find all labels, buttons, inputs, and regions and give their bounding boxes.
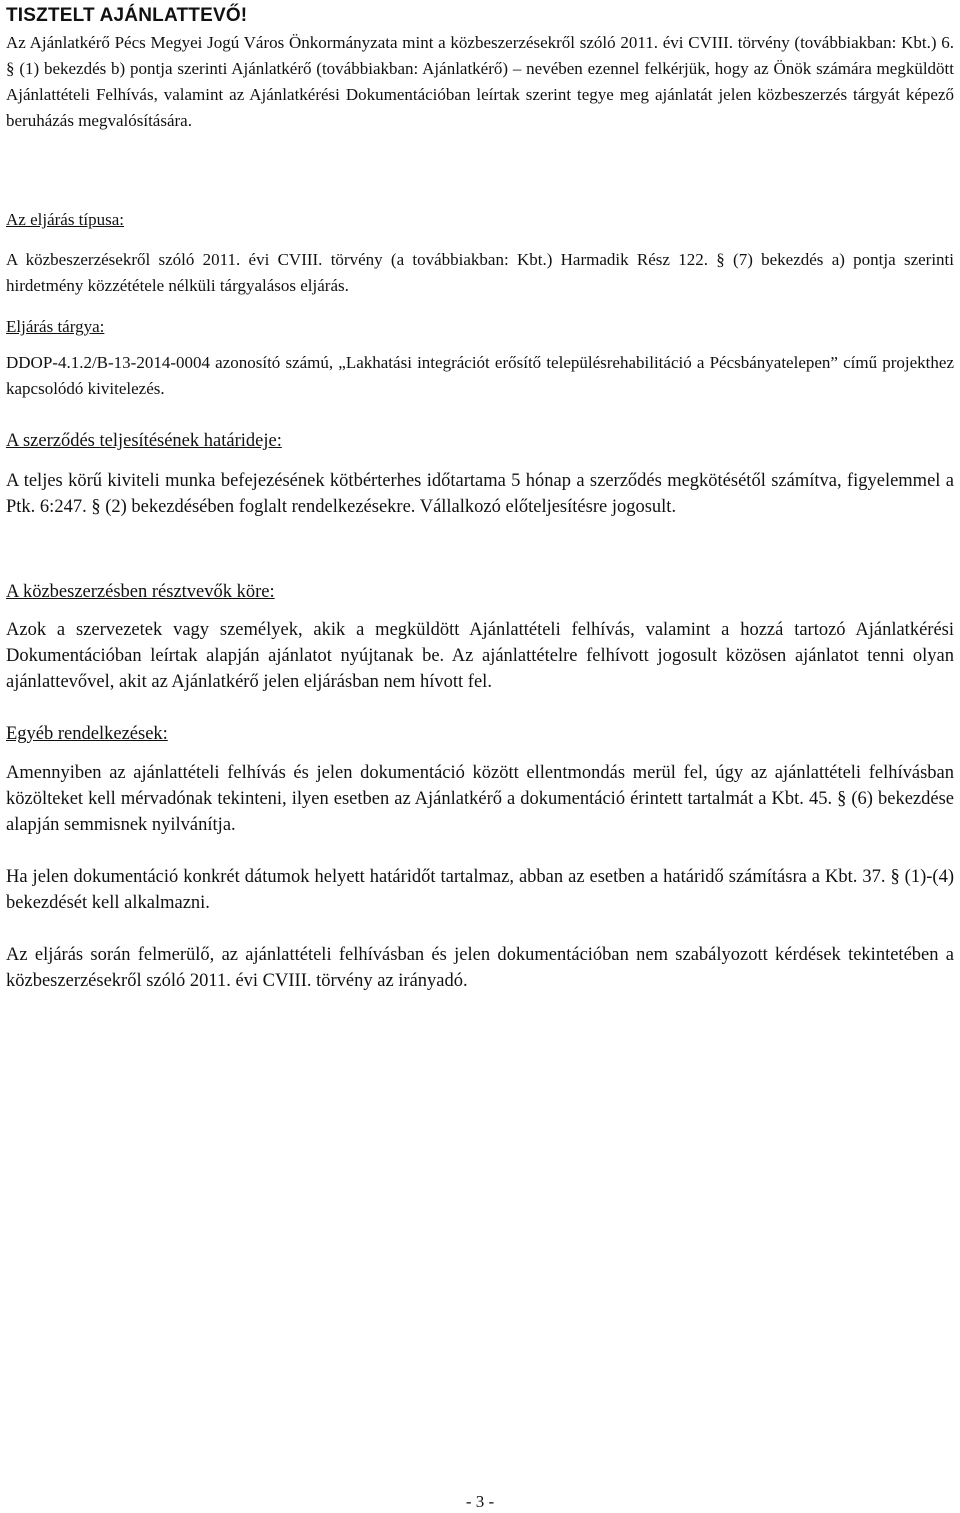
deadline-text: A teljes körű kiviteli munka befejezésének kötbérterhes időtartama 5 hónap a szerződés megkötésétől számítva, figyelemmel a Ptk. 6:247. § (2) bekezdésében foglalt rendelkezésekre. Vállalkozó előteljesítésre jogosult. — [6, 471, 954, 517]
participants-text: Azok a szervezetek vagy személyek, akik a megküldött Ajánlattételi felhívás, valamint a hozzá tartozó Ajánlatkérési Dokumentációban leírtak alapján ajánlatot nyújtanak be. Az ajánlattételre felhívott jogosult közösen ajánlatot tenni olyan ajánlattevővel, akit az Ajánlatkérő jelen eljárásban nem hívott fel. — [6, 620, 954, 692]
other-provisions-paragraph: Ha jelen dokumentáció konkrét dátumok helyett határidőt tartalmaz, abban az esetben a határidő számításra a Kbt. 37. § (1)-(4) bekezdését kell alkalmazni. — [6, 867, 954, 913]
page-title: TISZTELT AJÁNLATTEVŐ! — [6, 5, 248, 26]
other-provisions-heading: Egyéb rendelkezések: — [6, 724, 168, 744]
subject-text: DDOP-4.1.2/B-13-2014-0004 azonosító számú, „Lakhatási integrációt erősítő településrehabilitáció a Pécsbányatelepen” című projekthez kapcsolódó kivitelezés. — [6, 353, 954, 398]
procedure-type-heading: Az eljárás típusa: — [6, 210, 125, 229]
participants-heading: A közbeszerzésben résztvevők köre: — [6, 582, 275, 602]
other-provisions-paragraph: Az eljárás során felmerülő, az ajánlattételi felhívásban és jelen dokumentációban nem szabályozott kérdések tekintetében a közbeszerzésekről szóló 2011. évi CVIII. törvény az irányadó. — [6, 945, 954, 991]
page-number: - 3 - — [465, 1492, 495, 1511]
procedure-type-text: A közbeszerzésekről szóló 2011. évi CVIII. törvény (a továbbiakban: Kbt.) Harmadik Rész 122. § (7) bekezdés a) pontja szerinti hirdetmény közzététele nélküli tárgyalásos eljárás. — [6, 250, 954, 295]
intro-paragraph: Az Ajánlatkérő Pécs Megyei Jogú Város Önkormányzata mint a közbeszerzésekről szóló 2011. évi CVIII. törvény (továbbiakban: Kbt.) 6. § (1) bekezdés b) pontja szerinti Ajánlatkérő (továbbiakban: Ajánlatkérő) – nevében ezennel felkérjük, hogy az Önök számára megküldött Ajánlattételi Felhívás, valamint az Ajánlatkérési Dokumentációban leírtak szerint tegye meg ajánlatát jelen közbeszerzés tárgyát képező beruházás megvalósítására. — [6, 33, 954, 130]
deadline-heading: A szerződés teljesítésének határideje: — [6, 431, 282, 451]
subject-heading: Eljárás tárgya: — [6, 317, 105, 336]
other-provisions-paragraph: Amennyiben az ajánlattételi felhívás és jelen dokumentáció között ellentmondás merül fel, úgy az ajánlattételi felhívásban közölteket kell mérvadónak tekinteni, ilyen esetben az Ajánlatkérő a dokumentáció érintett tartalmát a Kbt. 45. § (6) bekezdése alapján semmisnek nyilvánítja. — [6, 763, 954, 835]
